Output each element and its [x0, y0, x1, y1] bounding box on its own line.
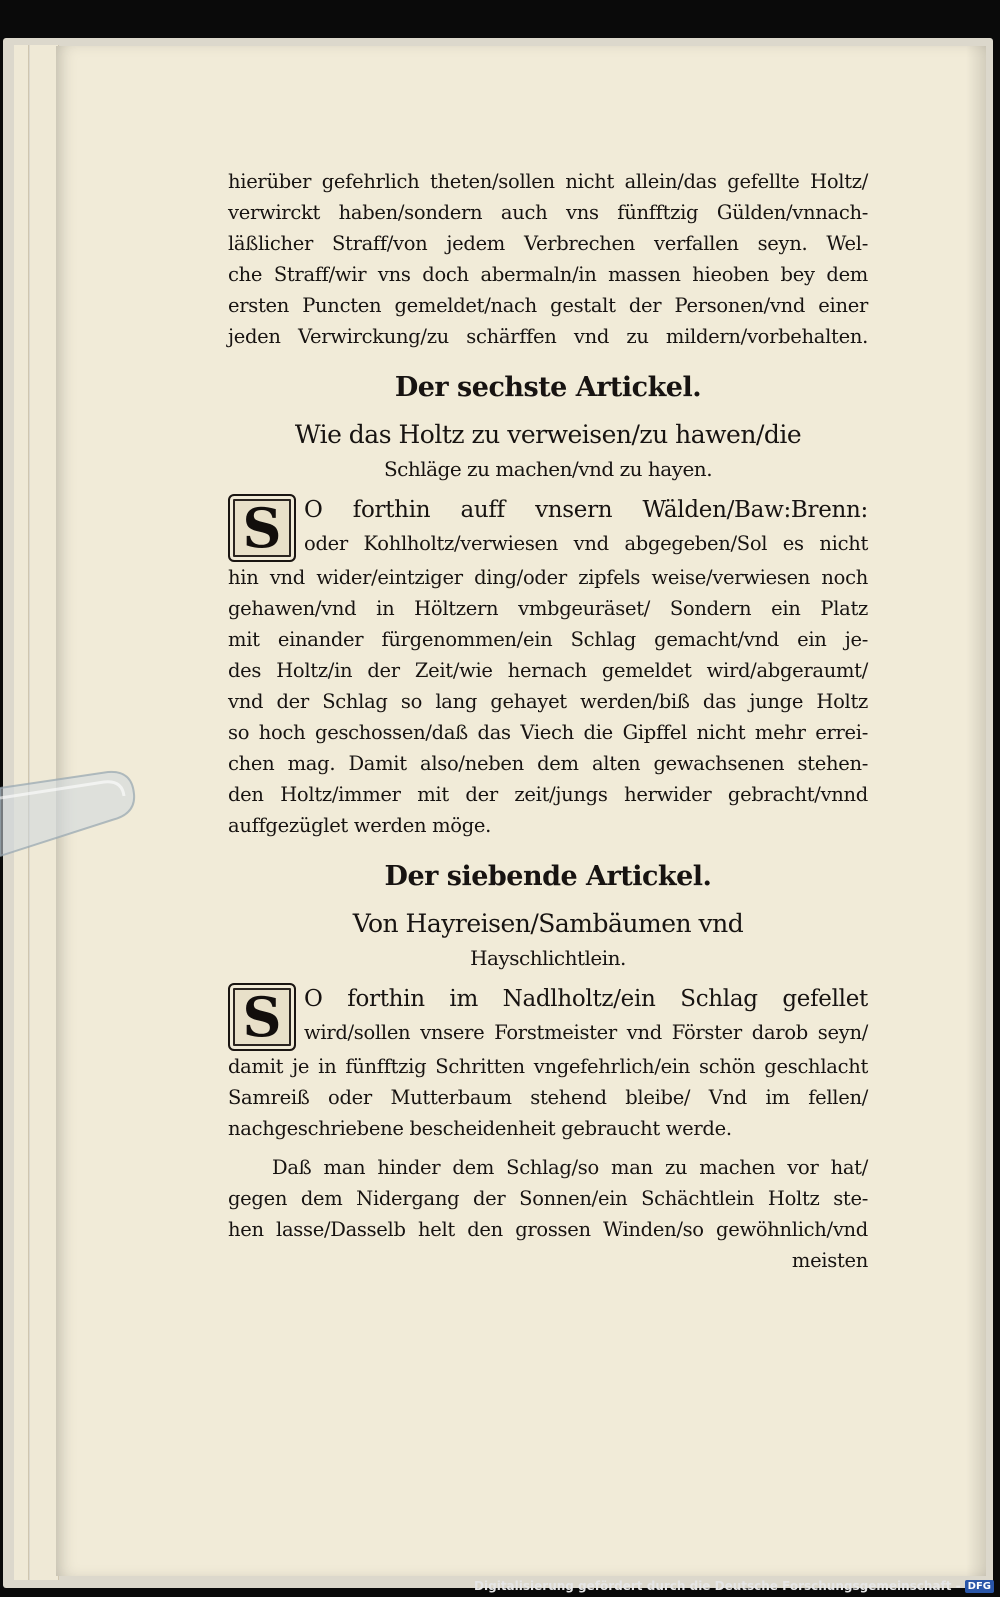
text-line: den Holtz/immer mit der zeit/jungs herwider gebracht/vnnd	[228, 783, 868, 806]
text-line: oder Kohlholtz/verwiesen vnd abgegeben/Sol es nicht	[304, 532, 868, 555]
text-line: O forthin im Nadlholtz/ein Schlag gefellet	[304, 986, 868, 1012]
text-line: jeden Verwirckung/zu schärffen vnd zu mildern/vorbehalten.	[228, 325, 868, 348]
article-6-body	[228, 492, 868, 841]
dfg-logo: DFG	[965, 1580, 994, 1593]
text-line: läßlicher Straff/von jedem Verbrechen verfallen seyn. Wel-	[228, 232, 868, 255]
text-line: hierüber gefehrlich theten/sollen nicht allein/das gefellte Holtz/	[228, 170, 868, 193]
text-line: che Straff/wir vns doch abermaln/in massen hieoben bey dem	[228, 263, 868, 286]
book-page	[56, 46, 986, 1576]
page-text	[228, 166, 868, 1276]
text-line: auffgezüglet werden möge.	[228, 814, 492, 837]
text-line: O forthin auff vnsern Wälden/Baw:Brenn:	[304, 497, 868, 523]
article-7-body	[228, 981, 868, 1276]
text-line: verwirckt haben/sondern auch vns fünfftzig Gülden/vnnach-	[228, 201, 868, 224]
text-line: vnd der Schlag so lang gehayet werden/biß das junge Holtz	[228, 690, 868, 713]
text-line: mit einander fürgenommen/ein Schlag gemacht/vnd ein je-	[228, 628, 868, 651]
text-line: hin vnd wider/eintziger ding/oder zipfels weise/verwiesen noch	[228, 566, 868, 589]
text-line: gegen dem Nidergang der Sonnen/ein Schächtlein Holtz ste-	[228, 1187, 868, 1210]
plastic-clip	[0, 768, 138, 860]
text-line: ersten Puncten gemeldet/nach gestalt der Personen/vnd einer	[228, 294, 868, 317]
article-6-subtitle-cont: Schläge zu machen/vnd zu hayen.	[383, 457, 713, 481]
article-7-subtitle: Von Hayreisen/Sambäumen vnd	[352, 909, 744, 938]
decorated-initial: S	[228, 494, 296, 562]
catchword: meisten	[791, 1249, 868, 1272]
text-line: Daß man hinder dem Schlag/so man zu machen vor hat/	[272, 1156, 868, 1179]
text-line: damit je in fünfftzig Schritten vngefehrlich/ein schön geschlacht	[228, 1055, 868, 1078]
article-7-subtitle-cont: Hayschlichtlein.	[470, 946, 626, 970]
decorated-initial: S	[228, 983, 296, 1051]
text-line: so hoch geschossen/daß das Viech die Gipffel nicht mehr errei-	[228, 721, 868, 744]
text-line: wird/sollen vnsere Forstmeister vnd Förster darob seyn/	[304, 1021, 868, 1044]
article-6-subtitle: Wie das Holtz zu verweisen/zu hawen/die	[294, 420, 802, 449]
credit-text: Digitalisierung gefördert durch die Deutsche Forschungsgemeinschaft -	[474, 1579, 961, 1593]
text-line: chen mag. Damit also/neben dem alten gewachsenen stehen-	[228, 752, 868, 775]
text-line: des Holtz/in der Zeit/wie hernach gemeldet wird/abgeraumt/	[228, 659, 868, 682]
text-line: Samreiß oder Mutterbaum stehend bleibe/ Vnd im fellen/	[228, 1086, 868, 1109]
text-line: nachgeschriebene bescheidenheit gebraucht werde.	[228, 1117, 732, 1140]
digitization-credit	[474, 1579, 994, 1593]
paragraph-continuation	[228, 166, 868, 352]
page-gutter-shadow	[966, 46, 986, 1576]
article-6-title: Der sechste Artickel.	[394, 372, 702, 403]
text-line: hen lasse/Dasselb helt den grossen Winden/so gewöhnlich/vnd	[228, 1218, 868, 1241]
text-line: gehawen/vnd in Höltzern vmbgeuräset/ Sondern ein Platz	[228, 597, 868, 620]
article-7-title: Der siebende Artickel.	[384, 861, 712, 892]
